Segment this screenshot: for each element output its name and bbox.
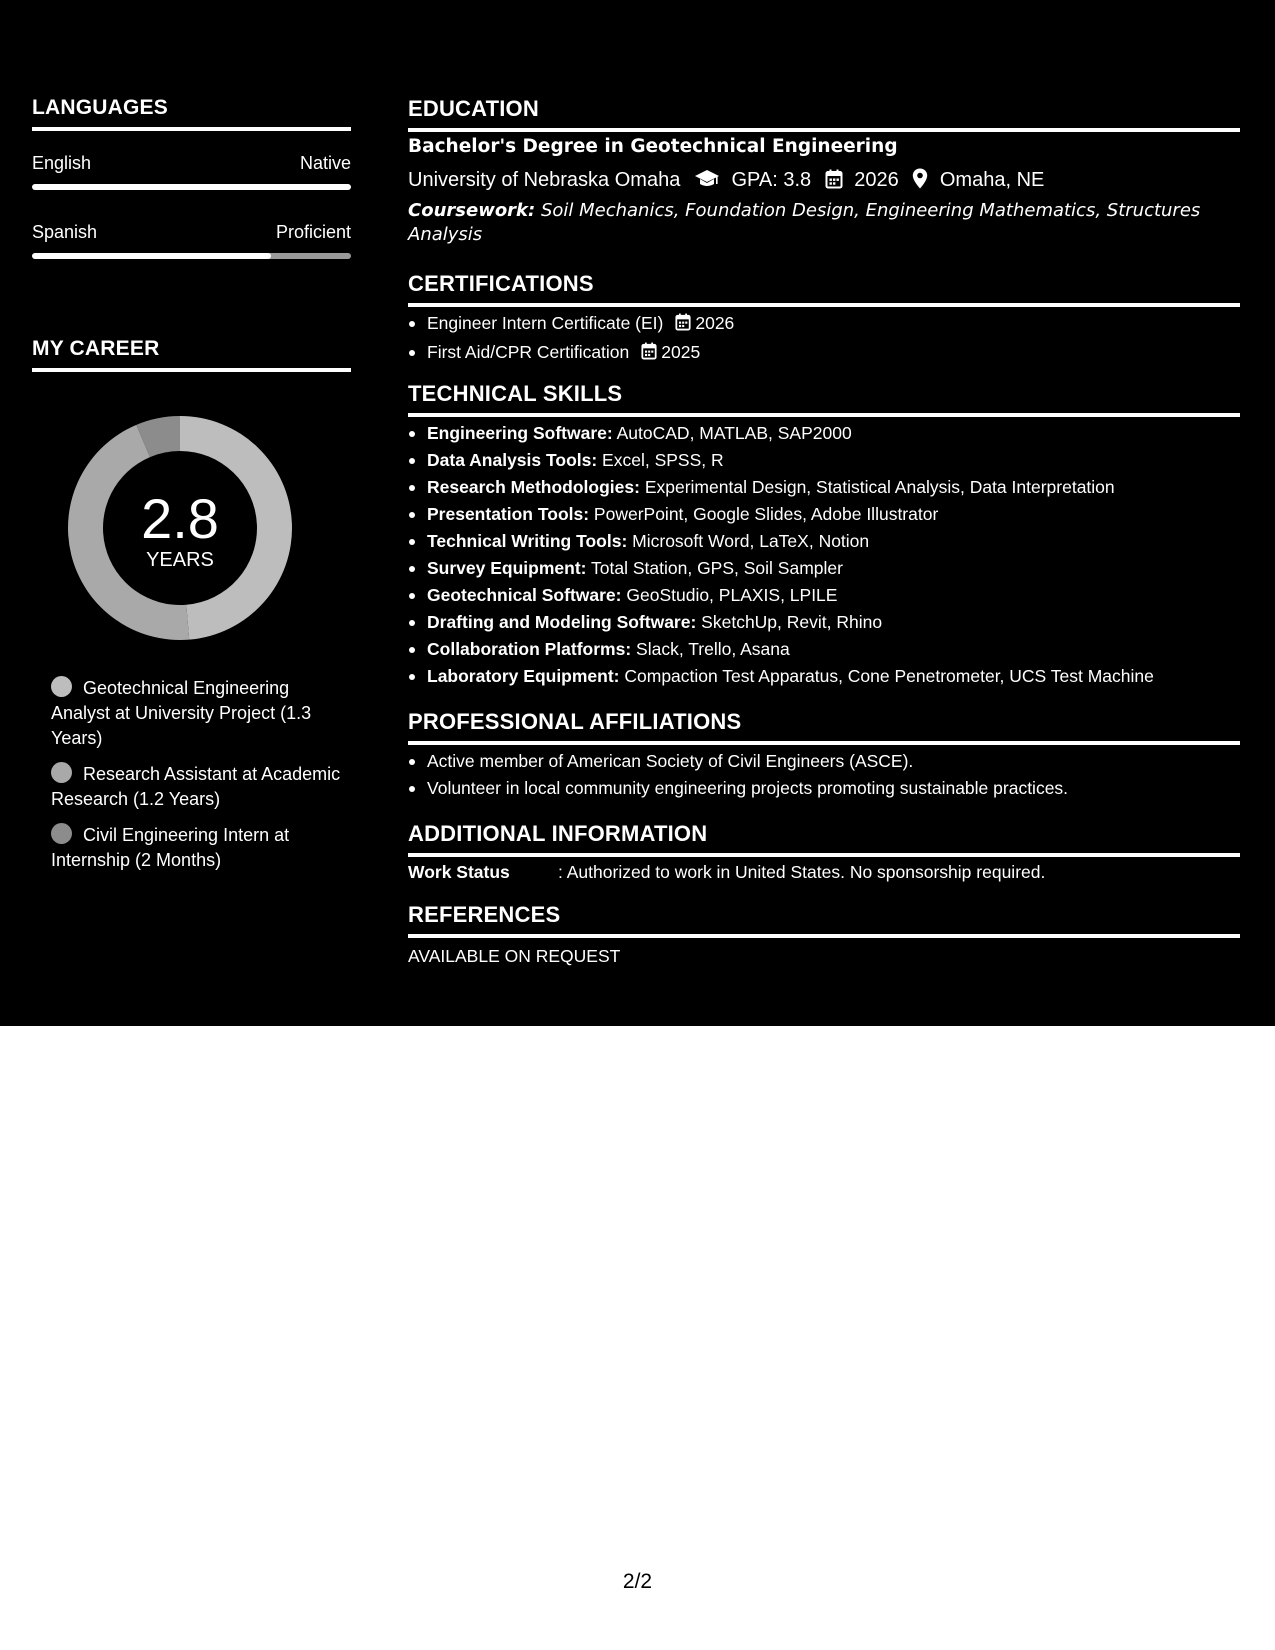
career-legend-item (51, 676, 341, 751)
school-name: University of Nebraska Omaha (408, 169, 681, 191)
skill-value: GeoStudio, PLAXIS, LPILE (621, 585, 838, 605)
page-number: 2/2 (622, 1570, 653, 1593)
language-level: Native (299, 153, 351, 173)
technical-skills-list (408, 420, 1240, 690)
legend-dot-icon (51, 676, 72, 697)
certifications-list (408, 310, 1240, 368)
references-heading: REFERENCES (408, 902, 1240, 938)
career-legend-label: Geotechnical Engineering Analyst at University Project (1.3 Years) (51, 678, 312, 748)
skill-value: AutoCAD, MATLAB, SAP2000 (612, 423, 852, 443)
list-item: Active member of American Society of Civil Engineers (ASCE). (408, 748, 1240, 775)
skill-label: Collaboration Platforms: (427, 639, 632, 659)
list-item (408, 474, 1240, 501)
list-item (408, 555, 1240, 582)
technical-skills-heading: TECHNICAL SKILLS (408, 381, 1240, 417)
education-meta (408, 168, 1044, 195)
certification-year: 2026 (695, 313, 735, 333)
skill-label: Research Methodologies: (427, 477, 640, 497)
career-legend-label: Civil Engineering Intern at Internship (2 Months) (51, 825, 290, 870)
work-status (408, 862, 1045, 883)
graduation-cap-icon (694, 169, 720, 195)
skill-label: Technical Writing Tools: (427, 531, 628, 551)
references-text: AVAILABLE ON REQUEST (408, 946, 621, 966)
location: Omaha, NE (939, 169, 1045, 191)
professional-affiliations-heading: PROFESSIONAL AFFILIATIONS (408, 709, 1240, 745)
skill-value: Experimental Design, Statistical Analysis, Data Interpretation (639, 477, 1115, 497)
skill-label: Drafting and Modeling Software: (427, 612, 697, 632)
graduation-year: 2026 (854, 169, 899, 191)
language-level: Proficient (275, 222, 351, 242)
coursework-label: Coursework: (408, 200, 536, 221)
career-legend-label: Research Assistant at Academic Research (1.2 Years) (51, 764, 341, 809)
work-status-label: Work Status (408, 862, 510, 882)
calendar-icon (675, 312, 691, 339)
legend-dot-icon (51, 823, 72, 844)
skill-value: Microsoft Word, LaTeX, Notion (627, 531, 870, 551)
career-total-value: 2.8 (141, 487, 219, 550)
list-item (408, 420, 1240, 447)
coursework (408, 199, 1240, 247)
skill-value: PowerPoint, Google Slides, Adobe Illustrator (589, 504, 939, 524)
career-legend-item (51, 823, 341, 873)
certification-name: Engineer Intern Certificate (EI) (427, 313, 664, 333)
skill-label: Laboratory Equipment: (427, 666, 620, 686)
skill-value: Slack, Trello, Asana (631, 639, 790, 659)
skill-value: Excel, SPSS, R (597, 450, 724, 470)
career-total-unit: YEARS (146, 549, 214, 571)
list-item (408, 310, 1240, 339)
affiliations-list (408, 748, 1240, 802)
language-name: Spanish (32, 222, 98, 242)
list-item (408, 528, 1240, 555)
skill-value: Compaction Test Apparatus, Cone Penetrometer, UCS Test Machine (619, 666, 1154, 686)
list-item (408, 609, 1240, 636)
gpa: GPA: 3.8 (731, 169, 812, 191)
language-name: English (32, 153, 92, 173)
list-item (408, 582, 1240, 609)
calendar-icon (825, 169, 843, 195)
skill-value: Total Station, GPS, Soil Sampler (586, 558, 843, 578)
skill-value: SketchUp, Revit, Rhino (696, 612, 883, 632)
skill-label: Presentation Tools: (427, 504, 590, 524)
education-heading: EDUCATION (408, 96, 1240, 132)
certifications-heading: CERTIFICATIONS (408, 271, 1240, 307)
skill-label: Survey Equipment: (427, 558, 587, 578)
list-item (408, 501, 1240, 528)
career-heading: MY CAREER (32, 337, 351, 372)
list-item: Volunteer in local community engineering projects promoting sustainable practices. (408, 775, 1240, 802)
legend-dot-icon (51, 762, 72, 783)
calendar-icon (641, 341, 657, 368)
list-item (408, 636, 1240, 663)
certification-year: 2025 (661, 342, 701, 362)
list-item (408, 663, 1240, 690)
career-legend-item (51, 762, 341, 812)
list-item (408, 447, 1240, 474)
degree-title: Bachelor's Degree in Geotechnical Engineering (408, 136, 898, 157)
location-pin-icon (912, 168, 928, 195)
skill-label: Data Analysis Tools: (427, 450, 598, 470)
skill-label: Geotechnical Software: (427, 585, 622, 605)
language-bar-fill (32, 253, 271, 259)
work-status-value: : Authorized to work in United States. No sponsorship required. (558, 862, 1046, 882)
language-bar-spanish (32, 253, 351, 259)
career-donut-chart (66, 414, 294, 642)
sidebar (0, 0, 380, 1026)
certification-name: First Aid/CPR Certification (427, 342, 630, 362)
language-bar-fill (32, 184, 351, 190)
skill-label: Engineering Software: (427, 423, 613, 443)
coursework-list: Soil Mechanics, Foundation Design, Engineering Mathematics, Structures Analysis (408, 200, 1201, 245)
career-legend (51, 676, 341, 884)
languages-heading: LANGUAGES (32, 96, 351, 131)
additional-information-heading: ADDITIONAL INFORMATION (408, 821, 1240, 857)
list-item (408, 339, 1240, 368)
language-bar-english (32, 184, 351, 190)
